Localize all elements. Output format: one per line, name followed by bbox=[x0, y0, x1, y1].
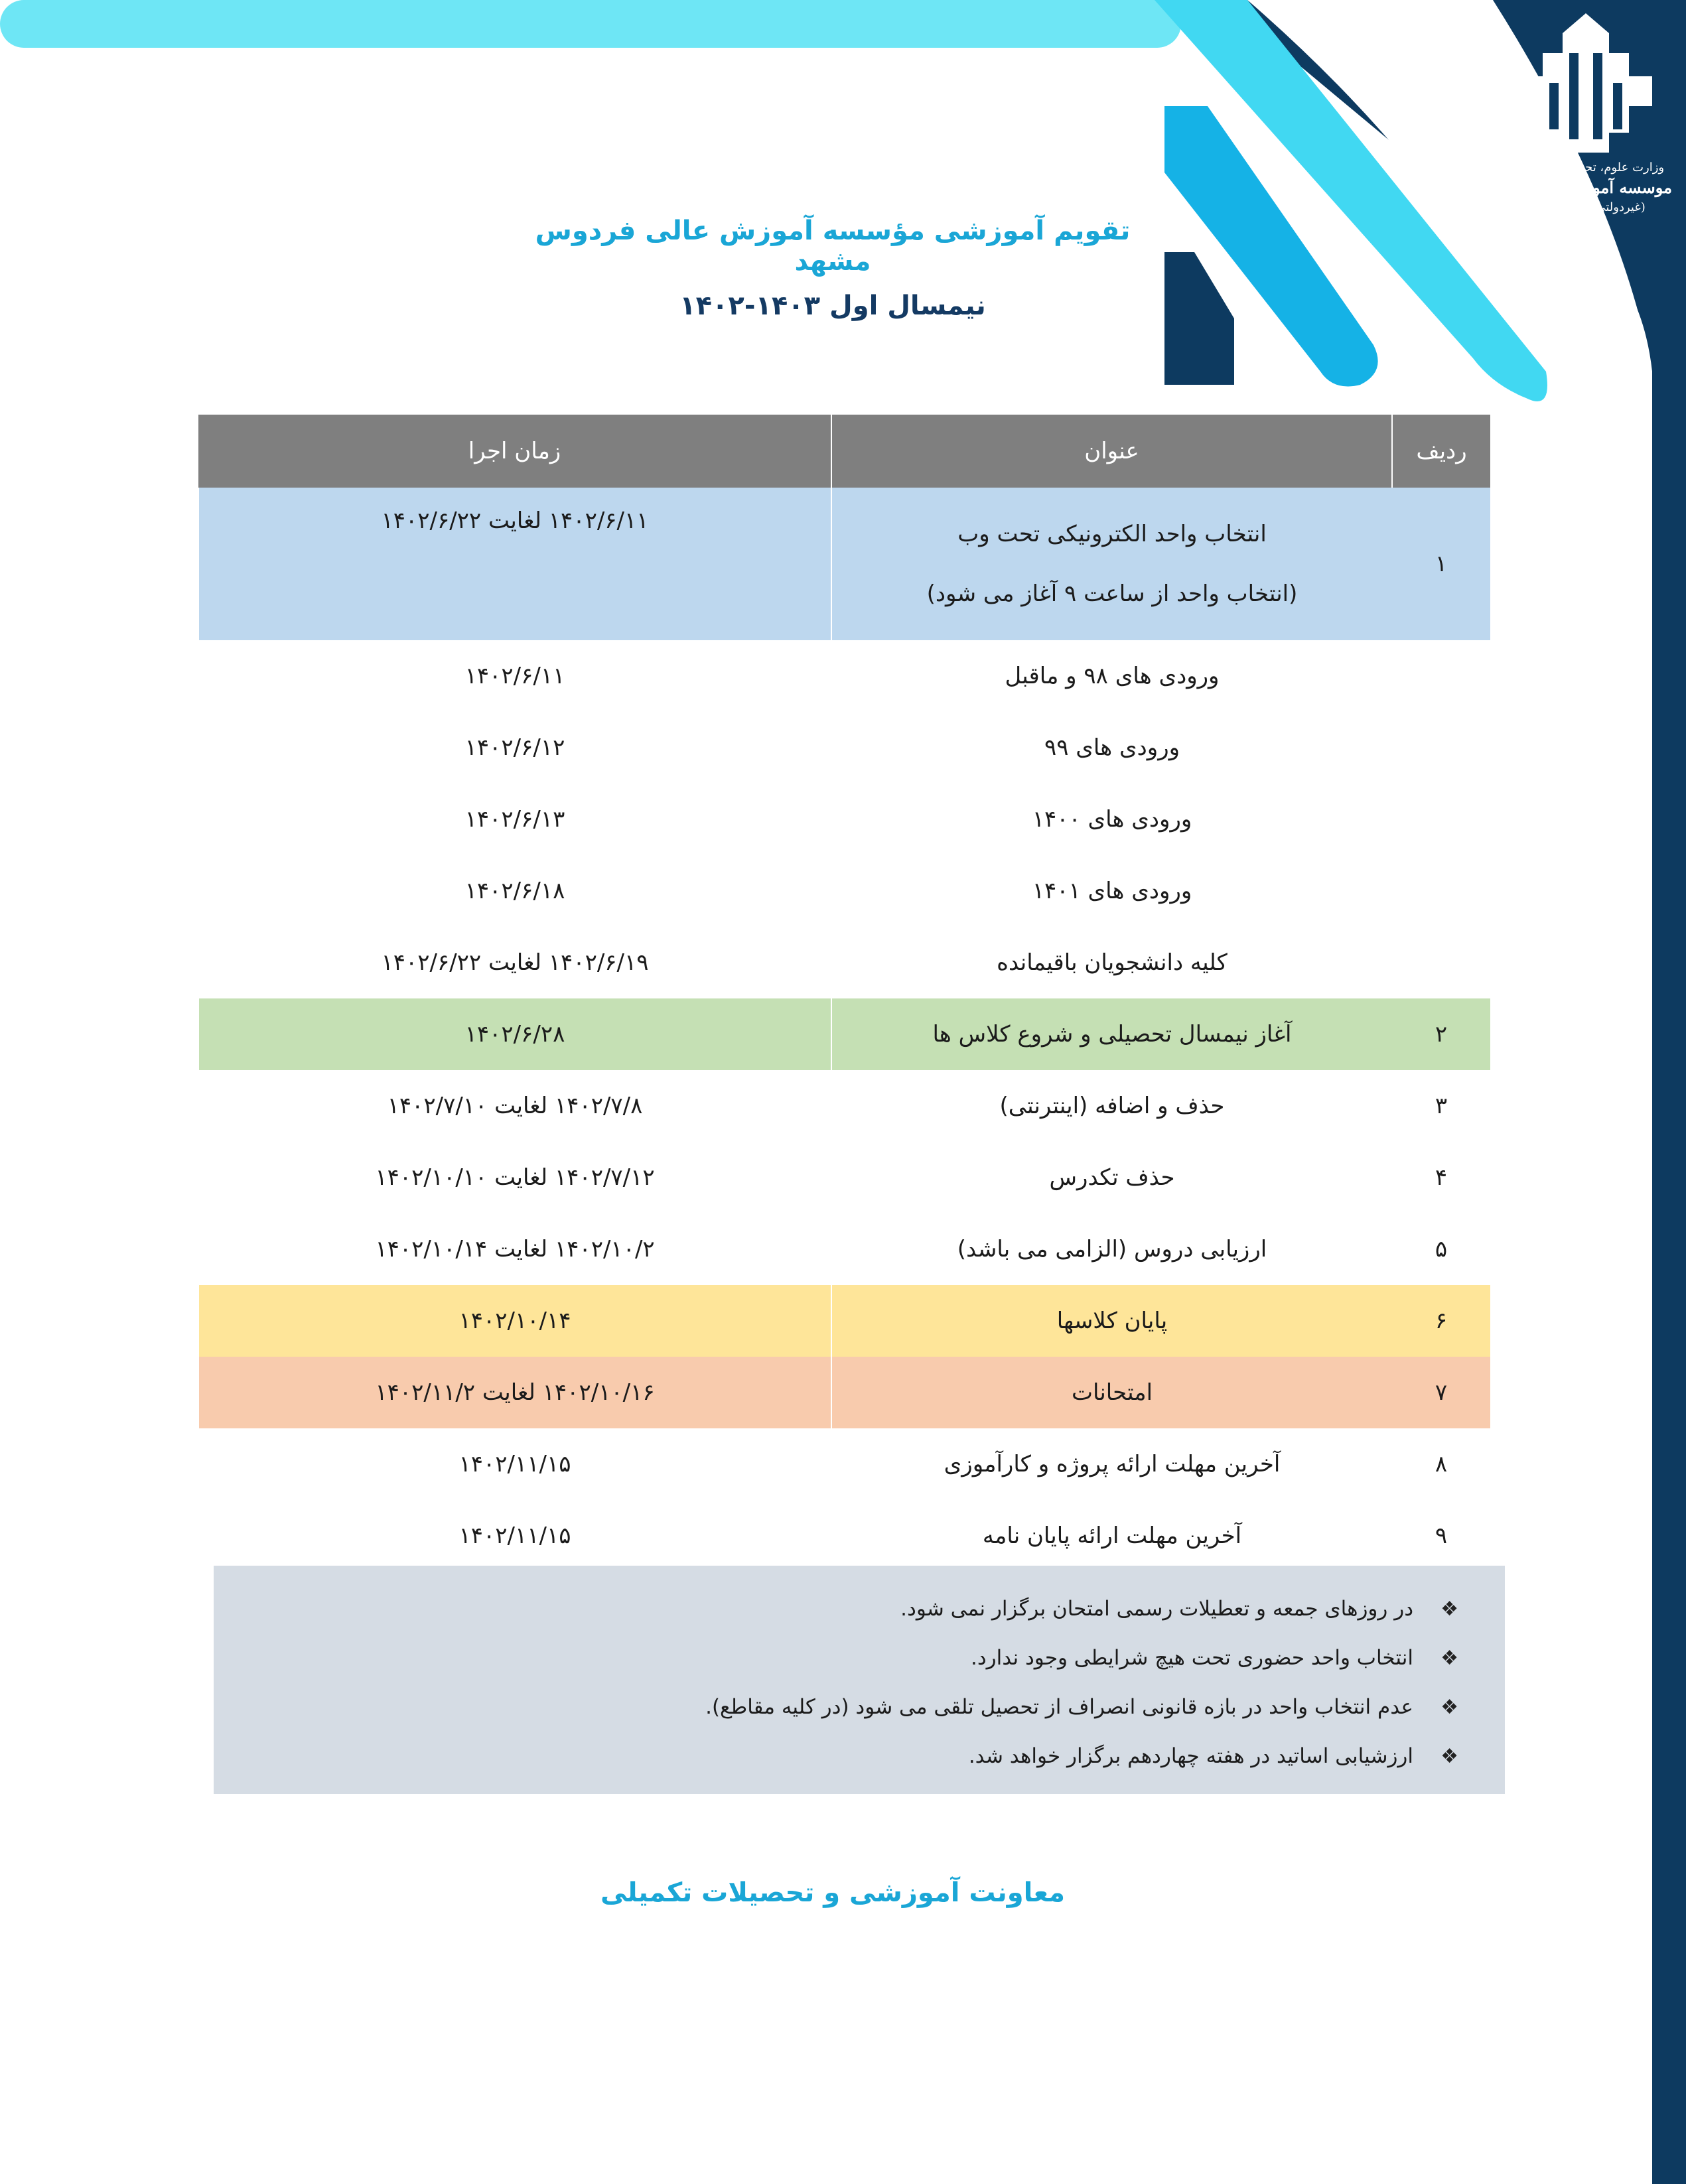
note-text: عدم انتخاب واحد در بازه قانونی انصراف از تحصیل تلقی می شود (در کلیه مقاطع). bbox=[705, 1695, 1413, 1719]
row-number: ۲ bbox=[1392, 998, 1490, 1070]
note-item bbox=[253, 1682, 1458, 1732]
row-date: ۱۴۰۲/۶/۱۸ bbox=[464, 878, 565, 904]
note-text: انتخاب واحد حضوری تحت هیچ شرایطی وجود ندارد. bbox=[971, 1646, 1413, 1670]
table-row bbox=[198, 1213, 1490, 1285]
row-number: ۶ bbox=[1392, 1285, 1490, 1357]
header-date: زمان اجرا bbox=[198, 415, 831, 488]
row-number: ۱ bbox=[1392, 488, 1490, 640]
diamond-bullet-icon: ❖ bbox=[1440, 1646, 1458, 1670]
row-date: ۱۴۰۲/۱۰/۱۶ لغایت ۱۴۰۲/۱۱/۲ bbox=[198, 1357, 831, 1428]
table-row bbox=[198, 1070, 1490, 1142]
table-row bbox=[198, 784, 1490, 855]
diamond-bullet-icon: ❖ bbox=[1440, 1744, 1458, 1768]
diamond-bullet-icon: ❖ bbox=[1440, 1695, 1458, 1719]
row-date: ۱۴۰۲/۷/۱۲ لغایت ۱۴۰۲/۱۰/۱۰ bbox=[375, 1164, 655, 1191]
page-subtitle: نیمسال اول ۱۴۰۳-۱۴۰۲ bbox=[679, 291, 986, 321]
diamond-bullet-icon: ❖ bbox=[1440, 1597, 1458, 1621]
logo-emblem-icon bbox=[1510, 7, 1662, 159]
footer-signature: معاونت آموزشی و تحصیلات تکمیلی bbox=[600, 1877, 1065, 1908]
row-number: ۴ bbox=[1435, 1164, 1448, 1191]
table-row bbox=[198, 488, 1490, 640]
header-title: عنوان bbox=[831, 415, 1392, 488]
row-date: ۱۴۰۲/۱۱/۱۵ bbox=[458, 1523, 571, 1549]
table-row bbox=[198, 1357, 1490, 1428]
row-number: ۵ bbox=[1435, 1236, 1448, 1263]
logo-text-type: (غیردولتی - غیرانتفاعی) bbox=[1526, 200, 1646, 214]
row-number bbox=[1392, 927, 1490, 998]
row-title: آغاز نیمسال تحصیلی و شروع کلاس ها bbox=[831, 998, 1392, 1070]
row-title: ورودی های ۱۴۰۱ bbox=[1032, 878, 1192, 904]
row-date: ۱۴۰۲/۶/۱۲ bbox=[464, 734, 565, 761]
row-title: حذف و اضافه (اینترنتی) bbox=[999, 1093, 1225, 1119]
row-title: ورودی های ۹۸ و ماقبل bbox=[1005, 663, 1220, 689]
row-date: ۱۴۰۲/۱۱/۱۵ bbox=[458, 1451, 571, 1477]
row-title: پایان کلاسها bbox=[831, 1285, 1392, 1357]
table-row bbox=[198, 927, 1490, 998]
note-text: ارزشیابی اساتید در هفته چهاردهم برگزار خواهد شد. bbox=[968, 1744, 1413, 1768]
academic-calendar-table bbox=[198, 415, 1490, 1572]
row-date: ۱۴۰۲/۱۰/۲ لغایت ۱۴۰۲/۱۰/۱۴ bbox=[375, 1236, 655, 1263]
row-title-line: انتخاب واحد الکترونیکی تحت وب bbox=[957, 521, 1267, 547]
table-row bbox=[198, 1285, 1490, 1357]
row-date: ۱۴۰۲/۱۰/۱۴ bbox=[198, 1285, 831, 1357]
row-title: آخرین مهلت ارائه پروژه و کارآموزی bbox=[944, 1451, 1281, 1477]
row-title bbox=[831, 488, 1392, 640]
row-title-note: (انتخاب واحد از ساعت ۹ آغاز می شود) bbox=[926, 580, 1298, 607]
row-number bbox=[1392, 640, 1490, 712]
row-title: حذف تکدرس bbox=[1049, 1164, 1175, 1191]
row-number bbox=[1392, 784, 1490, 855]
row-date: ۱۴۰۲/۶/۱۹ لغایت ۱۴۰۲/۶/۲۲ bbox=[381, 949, 649, 976]
row-title: امتحانات bbox=[831, 1357, 1392, 1428]
table-row bbox=[198, 1142, 1490, 1213]
cyan-top-bar bbox=[0, 0, 1181, 48]
page-title: تقویم آموزشی مؤسسه آموزش عالی فردوس مشهد bbox=[535, 216, 1131, 277]
table-row bbox=[198, 1500, 1490, 1572]
row-date: ۱۴۰۲/۷/۸ لغایت ۱۴۰۲/۷/۱۰ bbox=[387, 1093, 643, 1119]
row-date: ۱۴۰۲/۶/۲۸ bbox=[198, 998, 831, 1070]
institute-logo bbox=[1471, 7, 1672, 279]
row-date: ۱۴۰۲/۶/۱۱ لغایت ۱۴۰۲/۶/۲۲ bbox=[198, 488, 831, 640]
table-row bbox=[198, 640, 1490, 712]
navy-stripe-shape bbox=[1164, 252, 1234, 385]
note-item bbox=[253, 1584, 1458, 1633]
row-title: کلیه دانشجویان باقیمانده bbox=[997, 949, 1228, 976]
row-title: آخرین مهلت ارائه پایان نامه bbox=[982, 1523, 1242, 1549]
row-number: ۸ bbox=[1435, 1451, 1448, 1477]
row-date: ۱۴۰۲/۶/۱۳ bbox=[464, 806, 565, 833]
row-number bbox=[1392, 712, 1490, 784]
note-text: در روزهای جمعه و تعطیلات رسمی امتحان برگزار نمی شود. bbox=[900, 1597, 1413, 1621]
table-row bbox=[198, 855, 1490, 927]
logo-text-ministry: وزارت علوم، تحقیقات و فناوری bbox=[1507, 161, 1665, 174]
table-row bbox=[198, 998, 1490, 1070]
notes-box bbox=[214, 1566, 1505, 1794]
note-item bbox=[253, 1732, 1458, 1781]
table-header-row bbox=[198, 415, 1490, 488]
row-number bbox=[1392, 855, 1490, 927]
row-number: ۹ bbox=[1435, 1523, 1448, 1549]
logo-text-institute: موسسه آموزش عالی فردوس bbox=[1471, 178, 1672, 197]
header-row-number: ردیف bbox=[1392, 415, 1490, 488]
row-title: ورودی های ۹۹ bbox=[1044, 734, 1180, 761]
row-title: ورودی های ۱۴۰۰ bbox=[1032, 806, 1192, 833]
row-number: ۷ bbox=[1392, 1357, 1490, 1428]
table-row bbox=[198, 712, 1490, 784]
note-item bbox=[253, 1633, 1458, 1682]
row-number: ۳ bbox=[1435, 1093, 1448, 1119]
row-date: ۱۴۰۲/۶/۱۱ bbox=[464, 663, 565, 689]
row-title: ارزیابی دروس (الزامی می باشد) bbox=[957, 1236, 1267, 1263]
table-row bbox=[198, 1428, 1490, 1500]
